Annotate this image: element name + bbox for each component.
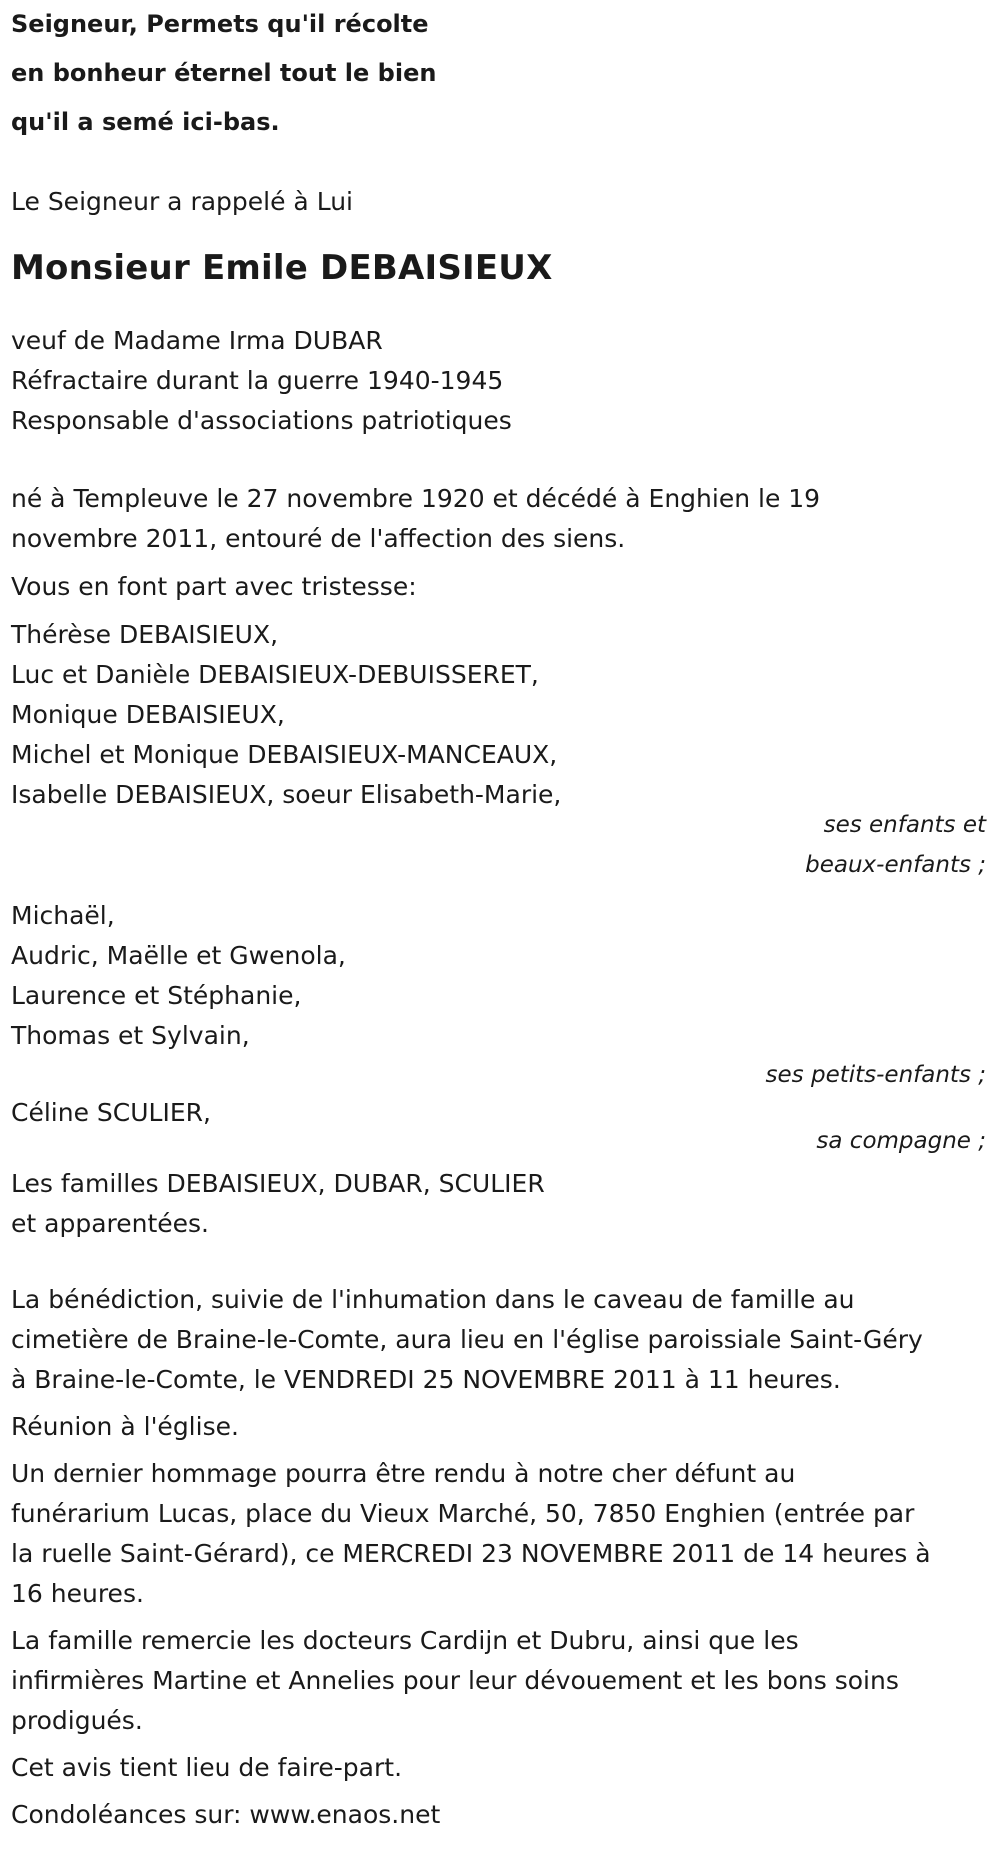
paragraph-line: novembre 2011, entouré de l'affection des siens. [11, 524, 626, 553]
list-item: Isabelle DEBAISIEUX, soeur Elisabeth-Marie, [11, 780, 562, 809]
notice-text: Cet avis tient lieu de faire-part. [11, 1753, 403, 1782]
condolences-text: Condoléances sur: www.enaos.net [11, 1800, 441, 1829]
list-item: Thérèse DEBAISIEUX, [11, 620, 279, 649]
qualification-line: Réfractaire durant la guerre 1940-1945 [11, 366, 504, 395]
intro-text: Le Seigneur a rappelé à Lui [11, 187, 353, 216]
thanks-paragraph [11, 1621, 986, 1741]
paragraph-line: prodigués. [11, 1706, 143, 1735]
grandchildren-role: ses petits-enfants ; [765, 1062, 986, 1088]
qualification-line: Responsable d'associations patriotiques [11, 406, 512, 435]
verse-line: Seigneur, Permets qu'il récolte [11, 10, 429, 38]
obituary-notice [11, 0, 986, 1835]
list-item: Thomas et Sylvain, [11, 1021, 250, 1050]
paragraph-line: La famille remercie les docteurs Cardijn et Dubru, ainsi que les [11, 1626, 799, 1655]
children-list [11, 615, 986, 815]
companion-name: Céline SCULIER, [11, 1098, 211, 1127]
paragraph-line: 16 heures. [11, 1579, 144, 1608]
list-item: Michel et Monique DEBAISIEUX-MANCEAUX, [11, 740, 558, 769]
paragraph-line: La bénédiction, suivie de l'inhumation dans le caveau de famille au [11, 1285, 855, 1314]
paragraph-line: Un dernier hommage pourra être rendu à notre cher défunt au [11, 1459, 796, 1488]
opening-verse [11, 0, 986, 147]
ceremony-paragraph [11, 1280, 986, 1400]
grandchildren-list [11, 896, 986, 1056]
birth-death-paragraph [11, 479, 986, 559]
paragraph-line: né à Templeuve le 27 novembre 1920 et décédé à Enghien le 19 [11, 484, 821, 513]
deceased-name: Monsieur Emile DEBAISIEUX [11, 248, 553, 288]
role-line: beaux-enfants ; [805, 852, 986, 878]
families-list [11, 1164, 986, 1244]
list-item: Laurence et Stéphanie, [11, 981, 302, 1010]
list-item: et apparentées. [11, 1209, 209, 1238]
list-item: Luc et Danièle DEBAISIEUX-DEBUISSERET, [11, 660, 539, 689]
companion-role: sa compagne ; [816, 1128, 986, 1154]
qualification-line: veuf de Madame Irma DUBAR [11, 326, 383, 355]
meeting-text: Réunion à l'église. [11, 1412, 239, 1441]
list-item: Monique DEBAISIEUX, [11, 700, 285, 729]
tribute-paragraph [11, 1454, 986, 1614]
paragraph-line: funérarium Lucas, place du Vieux Marché, 50, 7850 Enghien (entrée par [11, 1499, 915, 1528]
paragraph-line: cimetière de Braine-le-Comte, aura lieu en l'église paroissiale Saint-Géry [11, 1325, 923, 1354]
announcement-text: Vous en font part avec tristesse: [11, 572, 417, 601]
paragraph-line: infirmières Martine et Annelies pour leur dévouement et les bons soins [11, 1666, 899, 1695]
list-item: Michaël, [11, 901, 115, 930]
verse-line: en bonheur éternel tout le bien [11, 59, 437, 87]
qualifications [11, 321, 986, 441]
children-role [11, 805, 986, 885]
paragraph-line: à Braine-le-Comte, le VENDREDI 25 NOVEMBRE 2011 à 11 heures. [11, 1365, 841, 1394]
paragraph-line: la ruelle Saint-Gérard), ce MERCREDI 23 NOVEMBRE 2011 de 14 heures à [11, 1539, 931, 1568]
verse-line: qu'il a semé ici-bas. [11, 108, 280, 136]
list-item: Les familles DEBAISIEUX, DUBAR, SCULIER [11, 1169, 545, 1198]
role-line: ses enfants et [823, 812, 986, 838]
list-item: Audric, Maëlle et Gwenola, [11, 941, 346, 970]
